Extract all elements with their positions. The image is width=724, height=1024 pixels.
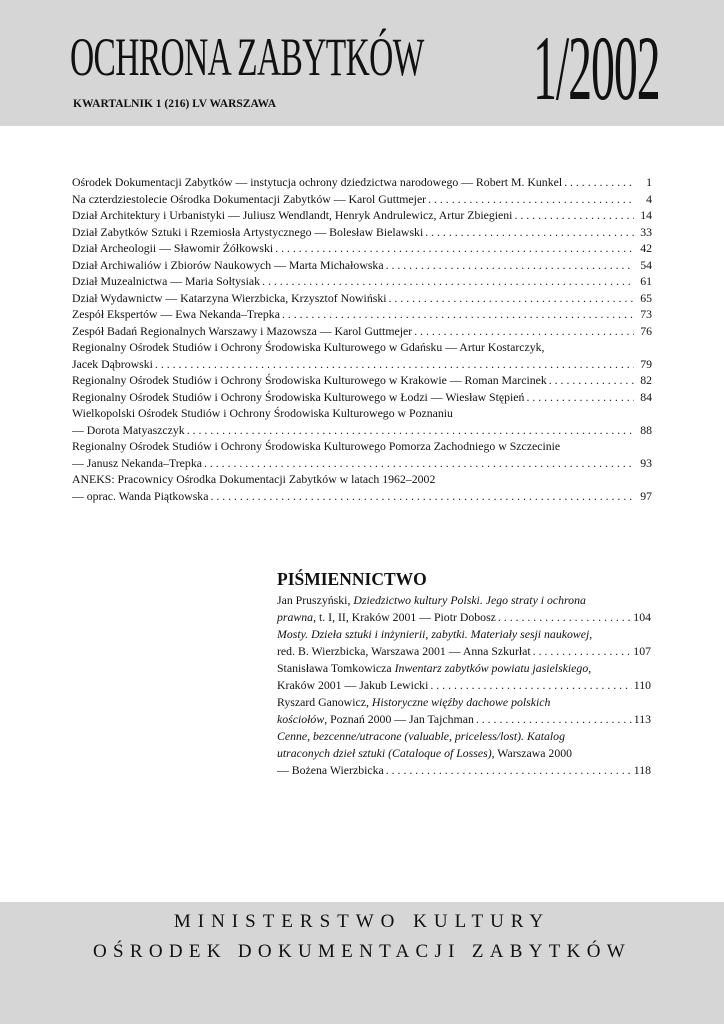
literature-entry-line: Ryszard Ganowicz, Historyczne więźby dachowe polskich: [277, 695, 551, 709]
literature-heading: PIŚMIENNICTWO: [277, 569, 427, 589]
toc-entry-line: Regionalny Ośrodek Studiów i Ochrony Środowiska Kulturowego w Gdańsku — Artur Kostarczyk,: [72, 340, 545, 354]
toc-entry: Dział Architektury i Urbanistyki — Juliusz Wendlandt, Henryk Andrulewicz, Artur Zbiegieni . . . 14: [72, 207, 652, 224]
toc-entry-line: ANEKS: Pracownicy Ośrodka Dokumentacji Zabytków w latach 1962–2002: [72, 472, 436, 486]
toc-entry: Regionalny Ośrodek Studiów i Ochrony Środowiska Kulturowego w Łodzi — Wiesław Stępień . . . 84: [72, 389, 652, 406]
literature-entry-line: utraconych dzieł sztuki (Cataloque of Losses), Warszawa 2000: [277, 746, 573, 760]
toc-entry: Dział Zabytków Sztuki i Rzemiosła Artystycznego — Bolesław Bielawski . . . 33: [72, 224, 652, 241]
toc-entry: Dział Wydawnictw — Katarzyna Wierzbicka, Krzysztof Nowiński . . . 65: [72, 290, 652, 307]
toc-entry-line: Regionalny Ośrodek Studiów i Ochrony Środowiska Kulturowego Pomorza Zachodniego w Szczecinie: [72, 439, 561, 453]
literature-entry-line: Stanisława Tomkowicza Inwentarz zabytków powiatu jasielskiego,: [277, 661, 592, 675]
toc-entry: Na czterdziestolecie Ośrodka Dokumentacji Zabytków — Karol Guttmejer . . . 4: [72, 191, 652, 208]
toc-entry-line: Wielkopolski Ośrodek Studiów i Ochrony Środowiska Kulturowego w Poznaniu: [72, 406, 453, 420]
toc-entry: Dział Muzealnictwa — Maria Sołtysiak . . . 61: [72, 273, 652, 290]
literature-entry-line: Jan Pruszyński, Dziedzictwo kultury Polski. Jego straty i ochrona: [277, 593, 586, 607]
toc-entry: Dział Archiwaliów i Zbiorów Naukowych — Marta Michałowska . . . 54: [72, 257, 652, 274]
toc-entry: Zespół Badań Regionalnych Warszawy i Mazowsza — Karol Guttmejer . . . 76: [72, 323, 652, 340]
toc-entry: Zespół Ekspertów — Ewa Nekanda–Trepka . . . 73: [72, 306, 652, 323]
issue-number: 1/2002: [533, 17, 660, 119]
toc-entry: — Dorota Matyaszczyk . . . 88: [72, 422, 652, 439]
publisher-center: OŚRODEK DOKUMENTACJI ZABYTKÓW: [93, 941, 631, 962]
literature-entry-line: Cenne, bezcenne/utracone (valuable, priceless/lost). Katalog: [277, 729, 565, 743]
literature-entry: Kraków 2001 — Jakub Lewicki . . . 110: [277, 677, 651, 694]
toc-entry: — oprac. Wanda Piątkowska . . . 97: [72, 488, 652, 505]
toc-entry: Ośrodek Dokumentacji Zabytków — instytucja ochrony dziedzictwa narodowego — Robert M. Kunkel . . . 1: [72, 174, 652, 191]
table-of-contents: [72, 174, 652, 504]
literature-list: [277, 592, 651, 779]
literature-entry-line: Mosty. Dzieła sztuki i inżynierii, zabytki. Materiały sesji naukowej,: [277, 627, 593, 641]
journal-subtitle: KWARTALNIK 1 (216) LV WARSZAWA: [73, 98, 277, 110]
toc-entry: — Janusz Nekanda–Trepka . . . 93: [72, 455, 652, 472]
toc-entry: Dział Archeologii — Sławomir Żółkowski . . . 42: [72, 240, 652, 257]
literature-entry: kościołów, Poznań 2000 — Jan Tajchman . . . 113: [277, 711, 651, 728]
toc-entry: Regionalny Ośrodek Studiów i Ochrony Środowiska Kulturowego w Krakowie — Roman Marcinek . . . 82: [72, 372, 652, 389]
toc-entry: Jacek Dąbrowski . . . 79: [72, 356, 652, 373]
literature-entry: — Bożena Wierzbicka . . . 118: [277, 762, 651, 779]
literature-entry: red. B. Wierzbicka, Warszawa 2001 — Anna Szkurłat . . . 107: [277, 643, 651, 660]
journal-title: OCHRONA ZABYTKÓW: [70, 27, 424, 87]
publisher-ministry: MINISTERSTWO KULTURY: [173, 911, 551, 932]
header-band: [0, 0, 724, 126]
literature-entry: prawna, t. I, II, Kraków 2001 — Piotr Dobosz . . . 104: [277, 609, 651, 626]
